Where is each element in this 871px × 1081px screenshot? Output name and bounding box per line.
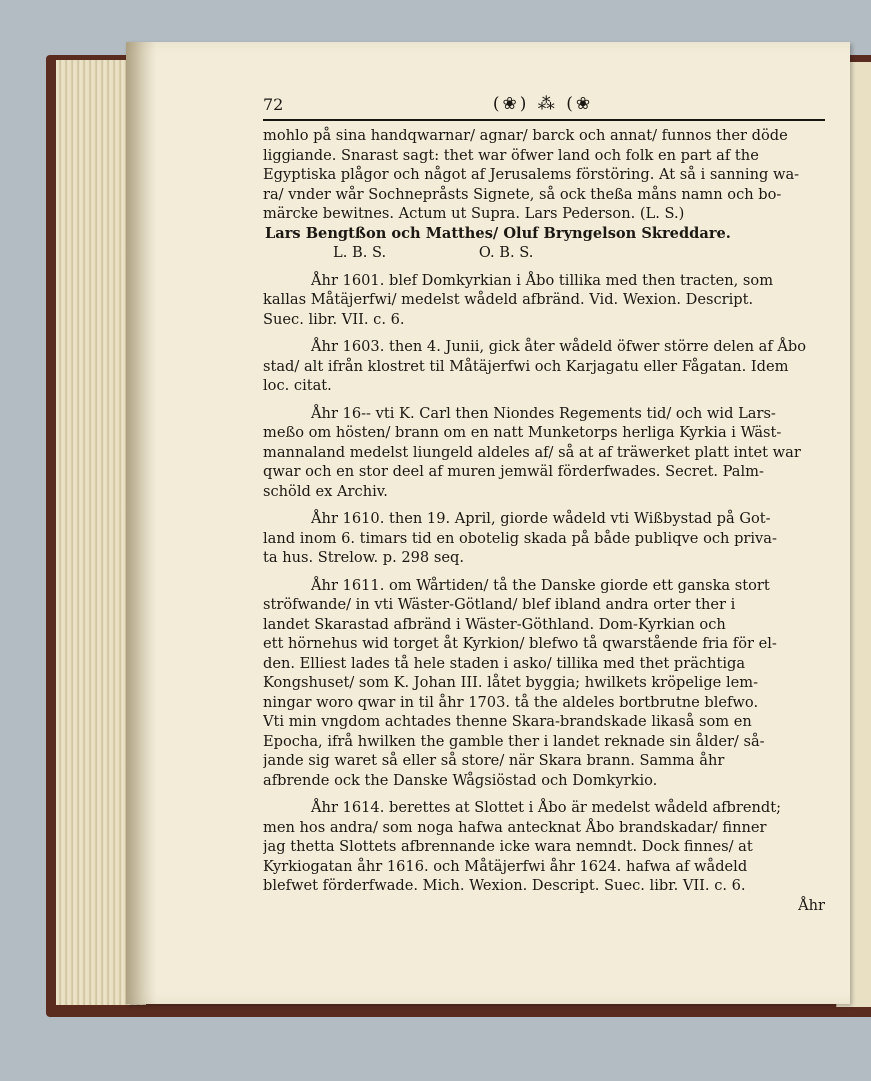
catchword: Åhr xyxy=(798,896,825,914)
text-line: men hos andra/ som noga hafwa antecknat Åbo brandskadar/ finner xyxy=(263,818,767,836)
text-line: stad/ alt ifrån klostret til Måtäjerfwi och Karjagatu eller Fågatan. Idem xyxy=(263,357,789,375)
page-header xyxy=(263,94,823,118)
text-line: liggiande. Snarast sagt: thet war öfwer land och folk en part af the xyxy=(263,146,759,164)
text-line: qwar och en stor deel af muren jemwäl förderfwades. Secret. Palm- xyxy=(263,463,764,480)
initials-line: L. B. S. O. B. S. xyxy=(333,244,534,261)
text-line: schöld ex Archiv. xyxy=(263,482,388,500)
text-line: mannaland medelst liungeld aldeles af/ så at af träwerket platt intet war xyxy=(263,443,801,461)
text-line: kallas Måtäjerfwi/ medelst wådeld afbränd. Vid. Wexion. Descript. xyxy=(263,291,754,308)
entry-1610-line: Åhr 1610. then 19. April, giorde wådeld vti Wißbystad på Got- xyxy=(311,510,771,527)
text-line: märcke bewitnes. Actum ut Supra. Lars Pederson. (L. S.) xyxy=(263,205,685,222)
header-rule xyxy=(263,119,825,121)
entry-1601-line: Åhr 1601. blef Domkyrkian i Åbo tillika med then tracten, som xyxy=(311,271,774,289)
entry-1611-line: Åhr 1611. om Wårtiden/ tå the Danske giorde ett ganska stort xyxy=(311,576,770,594)
entry-16xx-line: Åhr 16-- vti K. Carl then Niondes Regements tid/ och wid Lars- xyxy=(311,404,776,422)
text-line: Egyptiska plågor och något af Jerusalems förstöring. At så i sanning wa- xyxy=(263,166,800,183)
entry-1603-line: Åhr 1603. then 4. Junii, gick åter wådeld öfwer större delen af Åbo xyxy=(311,338,807,355)
page-number: 72 xyxy=(263,95,284,114)
text-line: loc. citat. xyxy=(263,377,332,394)
signatories-line: Lars Bengtßon och Matthes/ Oluf Bryngelson Skreddare. xyxy=(265,224,731,242)
entry-1614-line: Åhr 1614. berettes at Slottet i Åbo är medelst wådeld afbrendt; xyxy=(311,799,782,816)
text-line: den. Elliest lades tå hele staden i asko/ tillika med thet prächtiga xyxy=(263,654,746,672)
text-line: land inom 6. timars tid en obotelig skada på både publiqve och priva- xyxy=(263,529,777,547)
text-line: mohlo på sina handqwarnar/ agnar/ barck och annat/ funnos ther döde xyxy=(263,127,788,144)
text-line: ra/ vnder wår Sochnepråsts Signete, så ock theßa måns namn och bo- xyxy=(263,185,782,203)
text-line: jag thetta Slottets afbrennande icke wara nemndt. Dock finnes/ at xyxy=(263,838,753,855)
text-line: ett hörnehus wid torget åt Kyrkion/ blefwo tå qwarstående fria för el- xyxy=(263,635,777,652)
text-line: Vti min vngdom achtades thenne Skara-brandskade likaså som en xyxy=(263,713,752,730)
text-line: ströfwande/ in vti Wäster-Götland/ blef ibland andra orter ther i xyxy=(263,596,736,613)
text-line: afbrende ock the Danske Wågsiöstad och Domkyrkio. xyxy=(263,771,658,789)
header-ornament: (❀) ⁂ (❀ xyxy=(492,94,594,114)
text-line: ta hus. Strelow. p. 298 seq. xyxy=(263,549,464,566)
gutter-shadow xyxy=(126,42,156,1004)
page-body-text xyxy=(263,126,825,915)
text-line: landet Skarastad afbränd i Wäster-Göthland. Dom-Kyrkian och xyxy=(263,615,726,633)
text-line: Kyrkiogatan åhr 1616. och Måtäjerfwi åhr 1624. hafwa af wådeld xyxy=(263,857,748,875)
text-line: Suec. libr. VII. c. 6. xyxy=(263,310,405,328)
text-line: jande sig waret så eller så store/ när Skara brann. Samma åhr xyxy=(263,752,725,769)
text-line: meßo om hösten/ brann om en natt Munketorps herliga Kyrkia i Wäst- xyxy=(263,424,782,441)
text-line: blefwet förderfwade. Mich. Wexion. Descript. Suec. libr. VII. c. 6. xyxy=(263,877,746,894)
text-line: Epocha, ifrå hwilken the gamble ther i landet reknade sin ålder/ så- xyxy=(263,732,765,750)
text-line: ningar woro qwar in til åhr 1703. tå the aldeles bortbrutne blefwo. xyxy=(263,693,759,711)
text-line: Kongshuset/ som K. Johan III. låtet byggia; hwilkets kröpelige lem- xyxy=(263,674,759,691)
